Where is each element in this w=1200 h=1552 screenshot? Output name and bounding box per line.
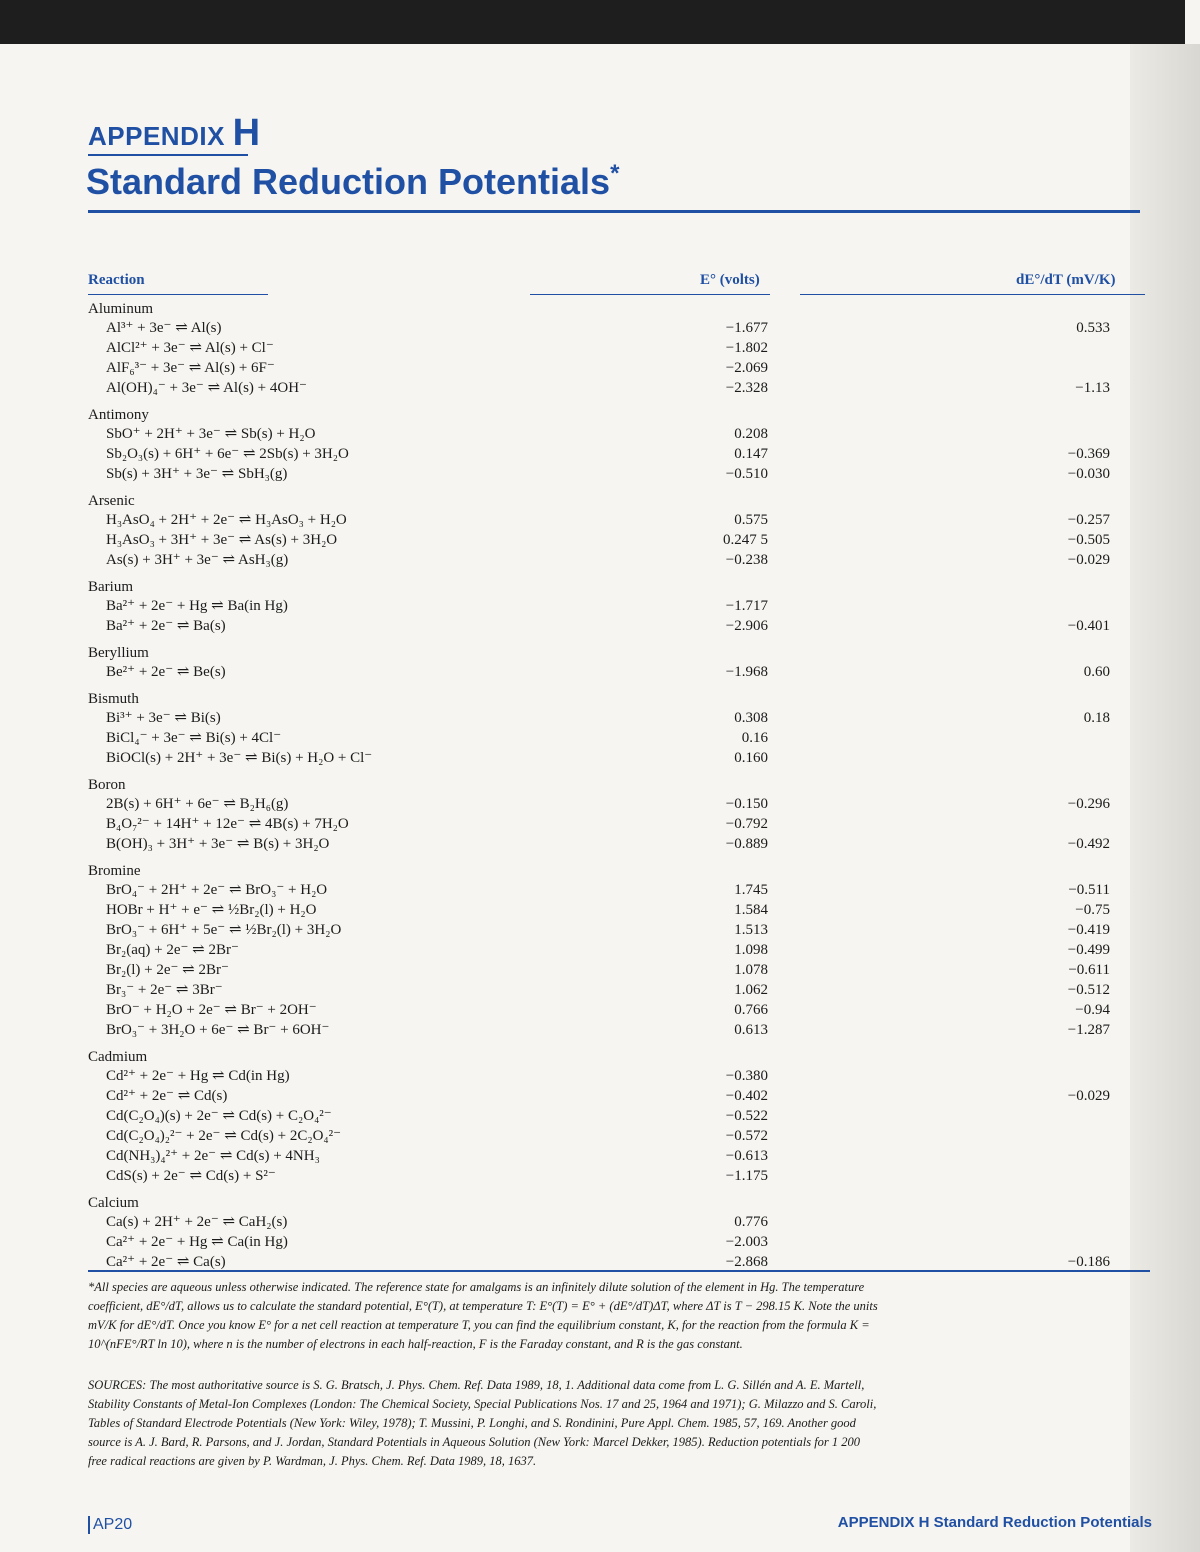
dedt-cell: −0.75 bbox=[1075, 902, 1110, 918]
table-row bbox=[88, 940, 1148, 960]
dedt-cell: 0.18 bbox=[1083, 710, 1110, 726]
dedt-cell: −0.511 bbox=[1068, 882, 1110, 898]
reaction-cell: Sb₂O₃(s) + 6H⁺ + 6e⁻ ⇌ 2Sb(s) + 3H₂O bbox=[106, 446, 349, 462]
reaction-cell: As(s) + 3H⁺ + 3e⁻ ⇌ AsH₃(g) bbox=[106, 552, 289, 568]
reaction-cell: AlCl²⁺ + 3e⁻ ⇌ Al(s) + Cl⁻ bbox=[106, 340, 274, 356]
element-group bbox=[88, 1194, 1148, 1272]
reaction-cell: Ba²⁺ + 2e⁻ + Hg ⇌ Ba(in Hg) bbox=[106, 598, 288, 614]
table-row bbox=[88, 1232, 1148, 1252]
table-row bbox=[88, 1020, 1148, 1040]
reaction-cell: Cd(C₂O₄)(s) + 2e⁻ ⇌ Cd(s) + C₂O₄²⁻ bbox=[106, 1108, 332, 1124]
table-row bbox=[88, 378, 1148, 398]
e0-cell: −0.522 bbox=[725, 1108, 768, 1124]
appendix-letter: H bbox=[232, 112, 261, 154]
table-row bbox=[88, 834, 1148, 854]
page-title-text: Standard Reduction Potentials bbox=[86, 161, 611, 202]
header-rule-dedt bbox=[800, 294, 1145, 295]
reaction-cell: BiOCl(s) + 2H⁺ + 3e⁻ ⇌ Bi(s) + H₂O + Cl⁻ bbox=[106, 750, 373, 766]
dedt-cell: −0.257 bbox=[1067, 512, 1110, 528]
reaction-cell: HOBr + H⁺ + e⁻ ⇌ ½Br₂(l) + H₂O bbox=[106, 902, 317, 918]
reaction-cell: BrO⁻ + H₂O + 2e⁻ ⇌ Br⁻ + 2OH⁻ bbox=[106, 1002, 317, 1018]
e0-cell: 0.247 5 bbox=[723, 532, 768, 548]
column-header-reaction: Reaction bbox=[88, 272, 145, 288]
table-row bbox=[88, 1106, 1148, 1126]
e0-cell: 1.078 bbox=[734, 962, 768, 978]
table-row bbox=[88, 596, 1148, 616]
reduction-potential-table bbox=[88, 300, 1148, 1280]
table-row bbox=[88, 424, 1148, 444]
reaction-cell: CdS(s) + 2e⁻ ⇌ Cd(s) + S²⁻ bbox=[106, 1168, 276, 1184]
table-row bbox=[88, 794, 1148, 814]
e0-cell: −1.677 bbox=[725, 320, 768, 336]
reaction-cell: BiCl₄⁻ + 3e⁻ ⇌ Bi(s) + 4Cl⁻ bbox=[106, 730, 282, 746]
reaction-cell: 2B(s) + 6H⁺ + 6e⁻ ⇌ B₂H₆(g) bbox=[106, 796, 289, 812]
e0-cell: 0.308 bbox=[734, 710, 768, 726]
element-name: Bismuth bbox=[88, 691, 139, 707]
reaction-cell: Ca(s) + 2H⁺ + 2e⁻ ⇌ CaH₂(s) bbox=[106, 1214, 288, 1230]
dedt-cell: 0.533 bbox=[1076, 320, 1110, 336]
header-rule-reaction bbox=[88, 294, 268, 295]
footnote-rule bbox=[88, 1270, 1150, 1272]
reaction-cell: Cd(C₂O₄)₂²⁻ + 2e⁻ ⇌ Cd(s) + 2C₂O₄²⁻ bbox=[106, 1128, 342, 1144]
element-name: Aluminum bbox=[88, 301, 154, 317]
footnote: *All species are aqueous unless otherwise indicated. The reference state for amalgams is an infinitely dilute solution of the element in Hg. The temperature coefficient, dE°/dT, allows us to calculate the standard potential, E°(T), at temperature T: E°(T) = E° + (dE°/dT)ΔT, where ΔT is T − 298.15 K. Note the units mV/K for dE°/dT. Once you know E° for a net cell reaction at temperature T, you can find the equilibrium constant, K, for the reaction from the formula K = 10^(nFE°/RT ln 10), where n is the number of electrons in each half-reaction, F is the Faraday constant, and R is the gas constant. bbox=[88, 1280, 878, 1351]
element-group bbox=[88, 578, 1148, 636]
reaction-cell: Al³⁺ + 3e⁻ ⇌ Al(s) bbox=[106, 320, 222, 336]
table-row bbox=[88, 1146, 1148, 1166]
page-number-text: AP20 bbox=[93, 1516, 133, 1534]
appendix-underline bbox=[88, 154, 248, 156]
dedt-cell: −0.611 bbox=[1068, 962, 1110, 978]
column-header-dedt: dE°/dT (mV/K) bbox=[1016, 272, 1116, 288]
reaction-cell: Br₂(aq) + 2e⁻ ⇌ 2Br⁻ bbox=[106, 942, 239, 958]
dedt-cell: −0.512 bbox=[1067, 982, 1110, 998]
e0-cell: 0.147 bbox=[734, 446, 768, 462]
reaction-cell: BrO₄⁻ + 2H⁺ + 2e⁻ ⇌ BrO₃⁻ + H₂O bbox=[106, 882, 328, 898]
e0-cell: −1.717 bbox=[725, 598, 768, 614]
element-group bbox=[88, 862, 1148, 1040]
reaction-cell: BrO₃⁻ + 6H⁺ + 5e⁻ ⇌ ½Br₂(l) + 3H₂O bbox=[106, 922, 342, 938]
reaction-cell: B(OH)₃ + 3H⁺ + 3e⁻ ⇌ B(s) + 3H₂O bbox=[106, 836, 330, 852]
dedt-cell: −0.401 bbox=[1067, 618, 1110, 634]
table-row bbox=[88, 708, 1148, 728]
dedt-cell: −0.029 bbox=[1067, 1088, 1110, 1104]
table-row bbox=[88, 318, 1148, 338]
table-row bbox=[88, 1066, 1148, 1086]
table-row bbox=[88, 748, 1148, 768]
reaction-cell: B₄O₇²⁻ + 14H⁺ + 12e⁻ ⇌ 4B(s) + 7H₂O bbox=[106, 816, 349, 832]
element-name: Beryllium bbox=[88, 645, 149, 661]
e0-cell: −0.613 bbox=[725, 1148, 768, 1164]
table-row bbox=[88, 1000, 1148, 1020]
table-row bbox=[88, 464, 1148, 484]
dedt-cell: −1.13 bbox=[1075, 380, 1110, 396]
e0-cell: −0.380 bbox=[725, 1068, 768, 1084]
page-number-bar bbox=[88, 1516, 90, 1534]
e0-cell: 0.766 bbox=[734, 1002, 768, 1018]
column-header-e0: E° (volts) bbox=[700, 272, 760, 288]
reaction-cell: Al(OH)₄⁻ + 3e⁻ ⇌ Al(s) + 4OH⁻ bbox=[106, 380, 307, 396]
element-name: Barium bbox=[88, 579, 133, 595]
e0-cell: −0.572 bbox=[725, 1128, 768, 1144]
dedt-cell: −1.287 bbox=[1067, 1022, 1110, 1038]
dedt-cell: −0.369 bbox=[1067, 446, 1110, 462]
table-row bbox=[88, 880, 1148, 900]
e0-cell: 0.575 bbox=[734, 512, 768, 528]
dedt-cell: −0.186 bbox=[1067, 1254, 1110, 1270]
e0-cell: 0.16 bbox=[741, 730, 768, 746]
reaction-cell: Ca²⁺ + 2e⁻ + Hg ⇌ Ca(in Hg) bbox=[106, 1234, 288, 1250]
table-row bbox=[88, 814, 1148, 834]
table-row bbox=[88, 444, 1148, 464]
page-number bbox=[88, 1516, 132, 1534]
reaction-cell: Cd²⁺ + 2e⁻ + Hg ⇌ Cd(in Hg) bbox=[106, 1068, 290, 1084]
title-rule bbox=[88, 210, 1140, 213]
table-row bbox=[88, 338, 1148, 358]
table-row bbox=[88, 920, 1148, 940]
e0-cell: −2.906 bbox=[725, 618, 768, 634]
table-row bbox=[88, 1212, 1148, 1232]
table-row bbox=[88, 1166, 1148, 1186]
table-row bbox=[88, 510, 1148, 530]
e0-cell: −0.510 bbox=[725, 466, 768, 482]
e0-cell: 1.584 bbox=[734, 902, 768, 918]
title-footnote-mark: * bbox=[610, 160, 620, 187]
e0-cell: −2.003 bbox=[725, 1234, 768, 1250]
e0-cell: −2.069 bbox=[725, 360, 768, 376]
reaction-cell: H₃AsO₃ + 3H⁺ + 3e⁻ ⇌ As(s) + 3H₂O bbox=[106, 532, 338, 548]
dedt-cell: −0.492 bbox=[1067, 836, 1110, 852]
e0-cell: −2.868 bbox=[725, 1254, 768, 1270]
table-row bbox=[88, 662, 1148, 682]
e0-cell: 0.160 bbox=[734, 750, 768, 766]
reaction-cell: Sb(s) + 3H⁺ + 3e⁻ ⇌ SbH₃(g) bbox=[106, 466, 288, 482]
element-name: Boron bbox=[88, 777, 126, 793]
dedt-cell: −0.419 bbox=[1067, 922, 1110, 938]
element-name: Arsenic bbox=[88, 493, 135, 509]
e0-cell: 1.062 bbox=[734, 982, 768, 998]
e0-cell: −1.175 bbox=[725, 1168, 768, 1184]
sources-note: SOURCES: The most authoritative source is S. G. Bratsch, J. Phys. Chem. Ref. Data 1989, 18, 1. Additional data come from L. G. Sillén and A. E. Martell, Stability Constants of Metal-Ion Complexes (London: The Chemical Society, Special Publications Nos. 17 and 25, 1964 and 1971); G. Milazzo and S. Caroli, Tables of Standard Electrode Potentials (New York: Wiley, 1978); T. Mussini, P. Longhi, and S. Rondinini, Pure Appl. Chem. 1985, 57, 169. Another good source is A. J. Bard, R. Parsons, and J. Jordan, Standard Potentials in Aqueous Solution (New York: Marcel Dekker, 1985). Reduction potentials for 1 200 free radical reactions are given by P. Wardman, J. Phys. Chem. Ref. Data 1989, 18, 1637. bbox=[88, 1378, 877, 1468]
running-head: APPENDIX H Standard Reduction Potentials bbox=[837, 1514, 1152, 1531]
reaction-cell: Be²⁺ + 2e⁻ ⇌ Be(s) bbox=[106, 664, 226, 680]
element-group bbox=[88, 492, 1148, 570]
dedt-cell: 0.60 bbox=[1083, 664, 1110, 680]
element-name: Antimony bbox=[88, 407, 149, 423]
table-row bbox=[88, 358, 1148, 378]
element-name: Cadmium bbox=[88, 1049, 148, 1065]
table-row bbox=[88, 1086, 1148, 1106]
element-group bbox=[88, 406, 1148, 484]
table-row bbox=[88, 550, 1148, 570]
e0-cell: −0.889 bbox=[725, 836, 768, 852]
header-rule-e0 bbox=[530, 294, 770, 295]
reaction-cell: AlF₆³⁻ + 3e⁻ ⇌ Al(s) + 6F⁻ bbox=[106, 360, 275, 376]
element-group bbox=[88, 644, 1148, 682]
table-row bbox=[88, 900, 1148, 920]
dedt-cell: −0.029 bbox=[1067, 552, 1110, 568]
element-group bbox=[88, 690, 1148, 768]
page-title bbox=[86, 160, 619, 203]
e0-cell: 0.208 bbox=[734, 426, 768, 442]
table-row bbox=[88, 616, 1148, 636]
reaction-cell: Br₂(l) + 2e⁻ ⇌ 2Br⁻ bbox=[106, 962, 229, 978]
appendix-label bbox=[88, 112, 261, 155]
e0-cell: −0.402 bbox=[725, 1088, 768, 1104]
element-group bbox=[88, 1048, 1148, 1186]
e0-cell: −2.328 bbox=[725, 380, 768, 396]
reaction-cell: Cd(NH₃)₄²⁺ + 2e⁻ ⇌ Cd(s) + 4NH₃ bbox=[106, 1148, 320, 1164]
reaction-cell: Ca²⁺ + 2e⁻ ⇌ Ca(s) bbox=[106, 1254, 226, 1270]
e0-cell: 1.098 bbox=[734, 942, 768, 958]
e0-cell: 0.613 bbox=[734, 1022, 768, 1038]
scan-top-edge bbox=[0, 0, 1185, 44]
dedt-cell: −0.505 bbox=[1067, 532, 1110, 548]
reaction-cell: H₃AsO₄ + 2H⁺ + 2e⁻ ⇌ H₃AsO₃ + H₂O bbox=[106, 512, 347, 528]
appendix-word: APPENDIX bbox=[88, 121, 225, 151]
reaction-cell: Ba²⁺ + 2e⁻ ⇌ Ba(s) bbox=[106, 618, 226, 634]
e0-cell: −1.802 bbox=[725, 340, 768, 356]
element-name: Calcium bbox=[88, 1195, 139, 1211]
table-row bbox=[88, 960, 1148, 980]
reaction-cell: BrO₃⁻ + 3H₂O + 6e⁻ ⇌ Br⁻ + 6OH⁻ bbox=[106, 1022, 330, 1038]
reaction-cell: Br₃⁻ + 2e⁻ ⇌ 3Br⁻ bbox=[106, 982, 223, 998]
reaction-cell: Cd²⁺ + 2e⁻ ⇌ Cd(s) bbox=[106, 1088, 228, 1104]
e0-cell: −0.238 bbox=[725, 552, 768, 568]
e0-cell: −0.150 bbox=[725, 796, 768, 812]
e0-cell: −1.968 bbox=[725, 664, 768, 680]
element-name: Bromine bbox=[88, 863, 141, 879]
table-row bbox=[88, 1252, 1148, 1272]
table-row bbox=[88, 728, 1148, 748]
table-row bbox=[88, 1126, 1148, 1146]
e0-cell: 1.513 bbox=[734, 922, 768, 938]
table-row bbox=[88, 530, 1148, 550]
dedt-cell: −0.499 bbox=[1067, 942, 1110, 958]
dedt-cell: −0.296 bbox=[1067, 796, 1110, 812]
dedt-cell: −0.030 bbox=[1067, 466, 1110, 482]
element-group bbox=[88, 300, 1148, 398]
reaction-cell: Bi³⁺ + 3e⁻ ⇌ Bi(s) bbox=[106, 710, 221, 726]
e0-cell: 1.745 bbox=[734, 882, 768, 898]
e0-cell: 0.776 bbox=[734, 1214, 768, 1230]
e0-cell: −0.792 bbox=[725, 816, 768, 832]
element-group bbox=[88, 776, 1148, 854]
reaction-cell: SbO⁺ + 2H⁺ + 3e⁻ ⇌ Sb(s) + H₂O bbox=[106, 426, 316, 442]
table-row bbox=[88, 980, 1148, 1000]
dedt-cell: −0.94 bbox=[1075, 1002, 1110, 1018]
